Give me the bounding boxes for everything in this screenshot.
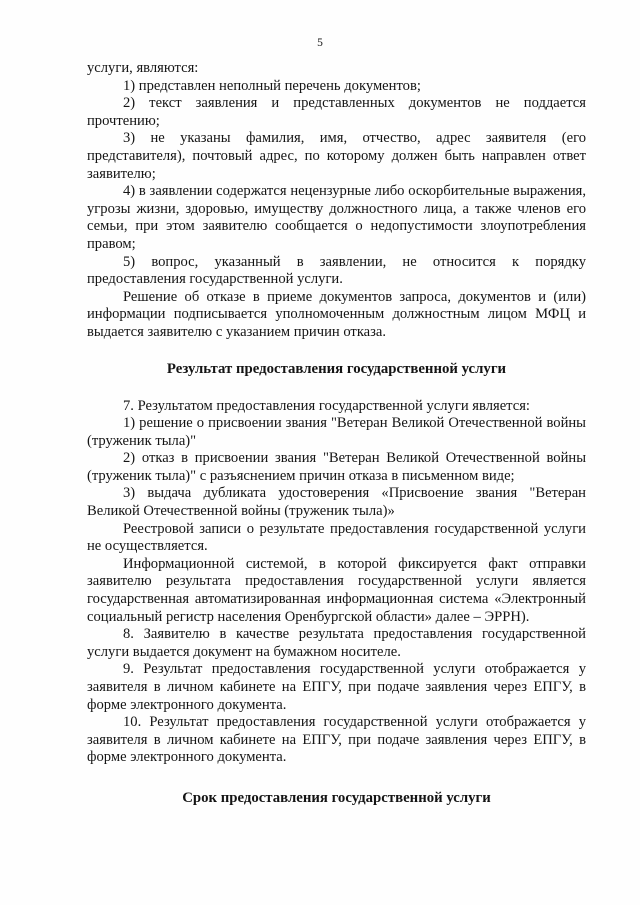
document-body <box>87 60 586 807</box>
info-system-paragraph: Информационной системой, в которой фиксируется факт отправки заявителю результата предоставления государственной услуги является государственная автоматизированная информационная система «Электронный социальный регистр населения Оренбургской области» далее – ЭРРН). <box>87 555 586 625</box>
refusal-item-3: 3) не указаны фамилия, имя, отчество, адрес заявителя (его представителя), почтовый адрес, по которому должен быть направлен ответ заявителю; <box>87 130 586 182</box>
result-item-3: 3) выдача дубликата удостоверения «Присвоение звания "Ветеран Великой Отечественной войны (труженик тыла)» <box>87 485 586 520</box>
paragraph-8: 8. Заявителю в качестве результата предоставления государственной услуги выдается документ на бумажном носителе. <box>87 626 586 660</box>
result-item-1: 1) решение о присвоении звания "Ветеран Великой Отечественной войны (труженик тыла)" <box>87 415 586 449</box>
refusal-item-4: 4) в заявлении содержатся нецензурные либо оскорбительные выражения, угрозы жизни, здоровью, имуществу должностного лица, а также членов его семьи, при этом заявителю сообщается о недопустимости злоупотребления правом; <box>87 183 586 252</box>
paragraph-9: 9. Результат предоставления государственной услуги отображается у заявителя в личном кабинете на ЕПГУ, при подаче заявления через ЕПГУ, в форме электронного документа. <box>87 661 586 713</box>
result-item-2: 2) отказ в присвоении звания "Ветеран Великой Отечественной войны (труженик тыла)" с разъяснением причин отказа в письменном виде; <box>87 450 586 484</box>
result-intro-paragraph: 7. Результатом предоставления государственной услуги является: <box>123 397 530 414</box>
refusal-item-5: 5) вопрос, указанный в заявлении, не относится к порядку предоставления государственной услуги. <box>87 253 586 288</box>
refusal-item-1: 1) представлен неполный перечень документов; <box>123 77 421 94</box>
page-number: 5 <box>317 37 323 49</box>
refusal-decision-paragraph: Решение об отказе в приеме документов запроса, документов и (или) информации подписывается уполномоченным должностным лицом МФЦ и выдается заявителю с указанием причин отказа. <box>87 288 586 340</box>
registry-paragraph: Реестровой записи о результате предоставления государственной услуги не осуществляется. <box>87 520 586 555</box>
section-heading-result: Результат предоставления государственной услуги <box>166 360 507 377</box>
section-heading-term: Срок предоставления государственной услуги <box>182 789 491 806</box>
paragraph-10: 10. Результат предоставления государственной услуги отображается у заявителя в личном кабинете на ЕПГУ, при подаче заявления через ЕПГУ, в форме электронного документа. <box>87 714 586 766</box>
refusal-item-2: 2) текст заявления и представленных документов не поддается прочтению; <box>87 95 586 129</box>
lead-text: услуги, являются: <box>87 60 199 76</box>
